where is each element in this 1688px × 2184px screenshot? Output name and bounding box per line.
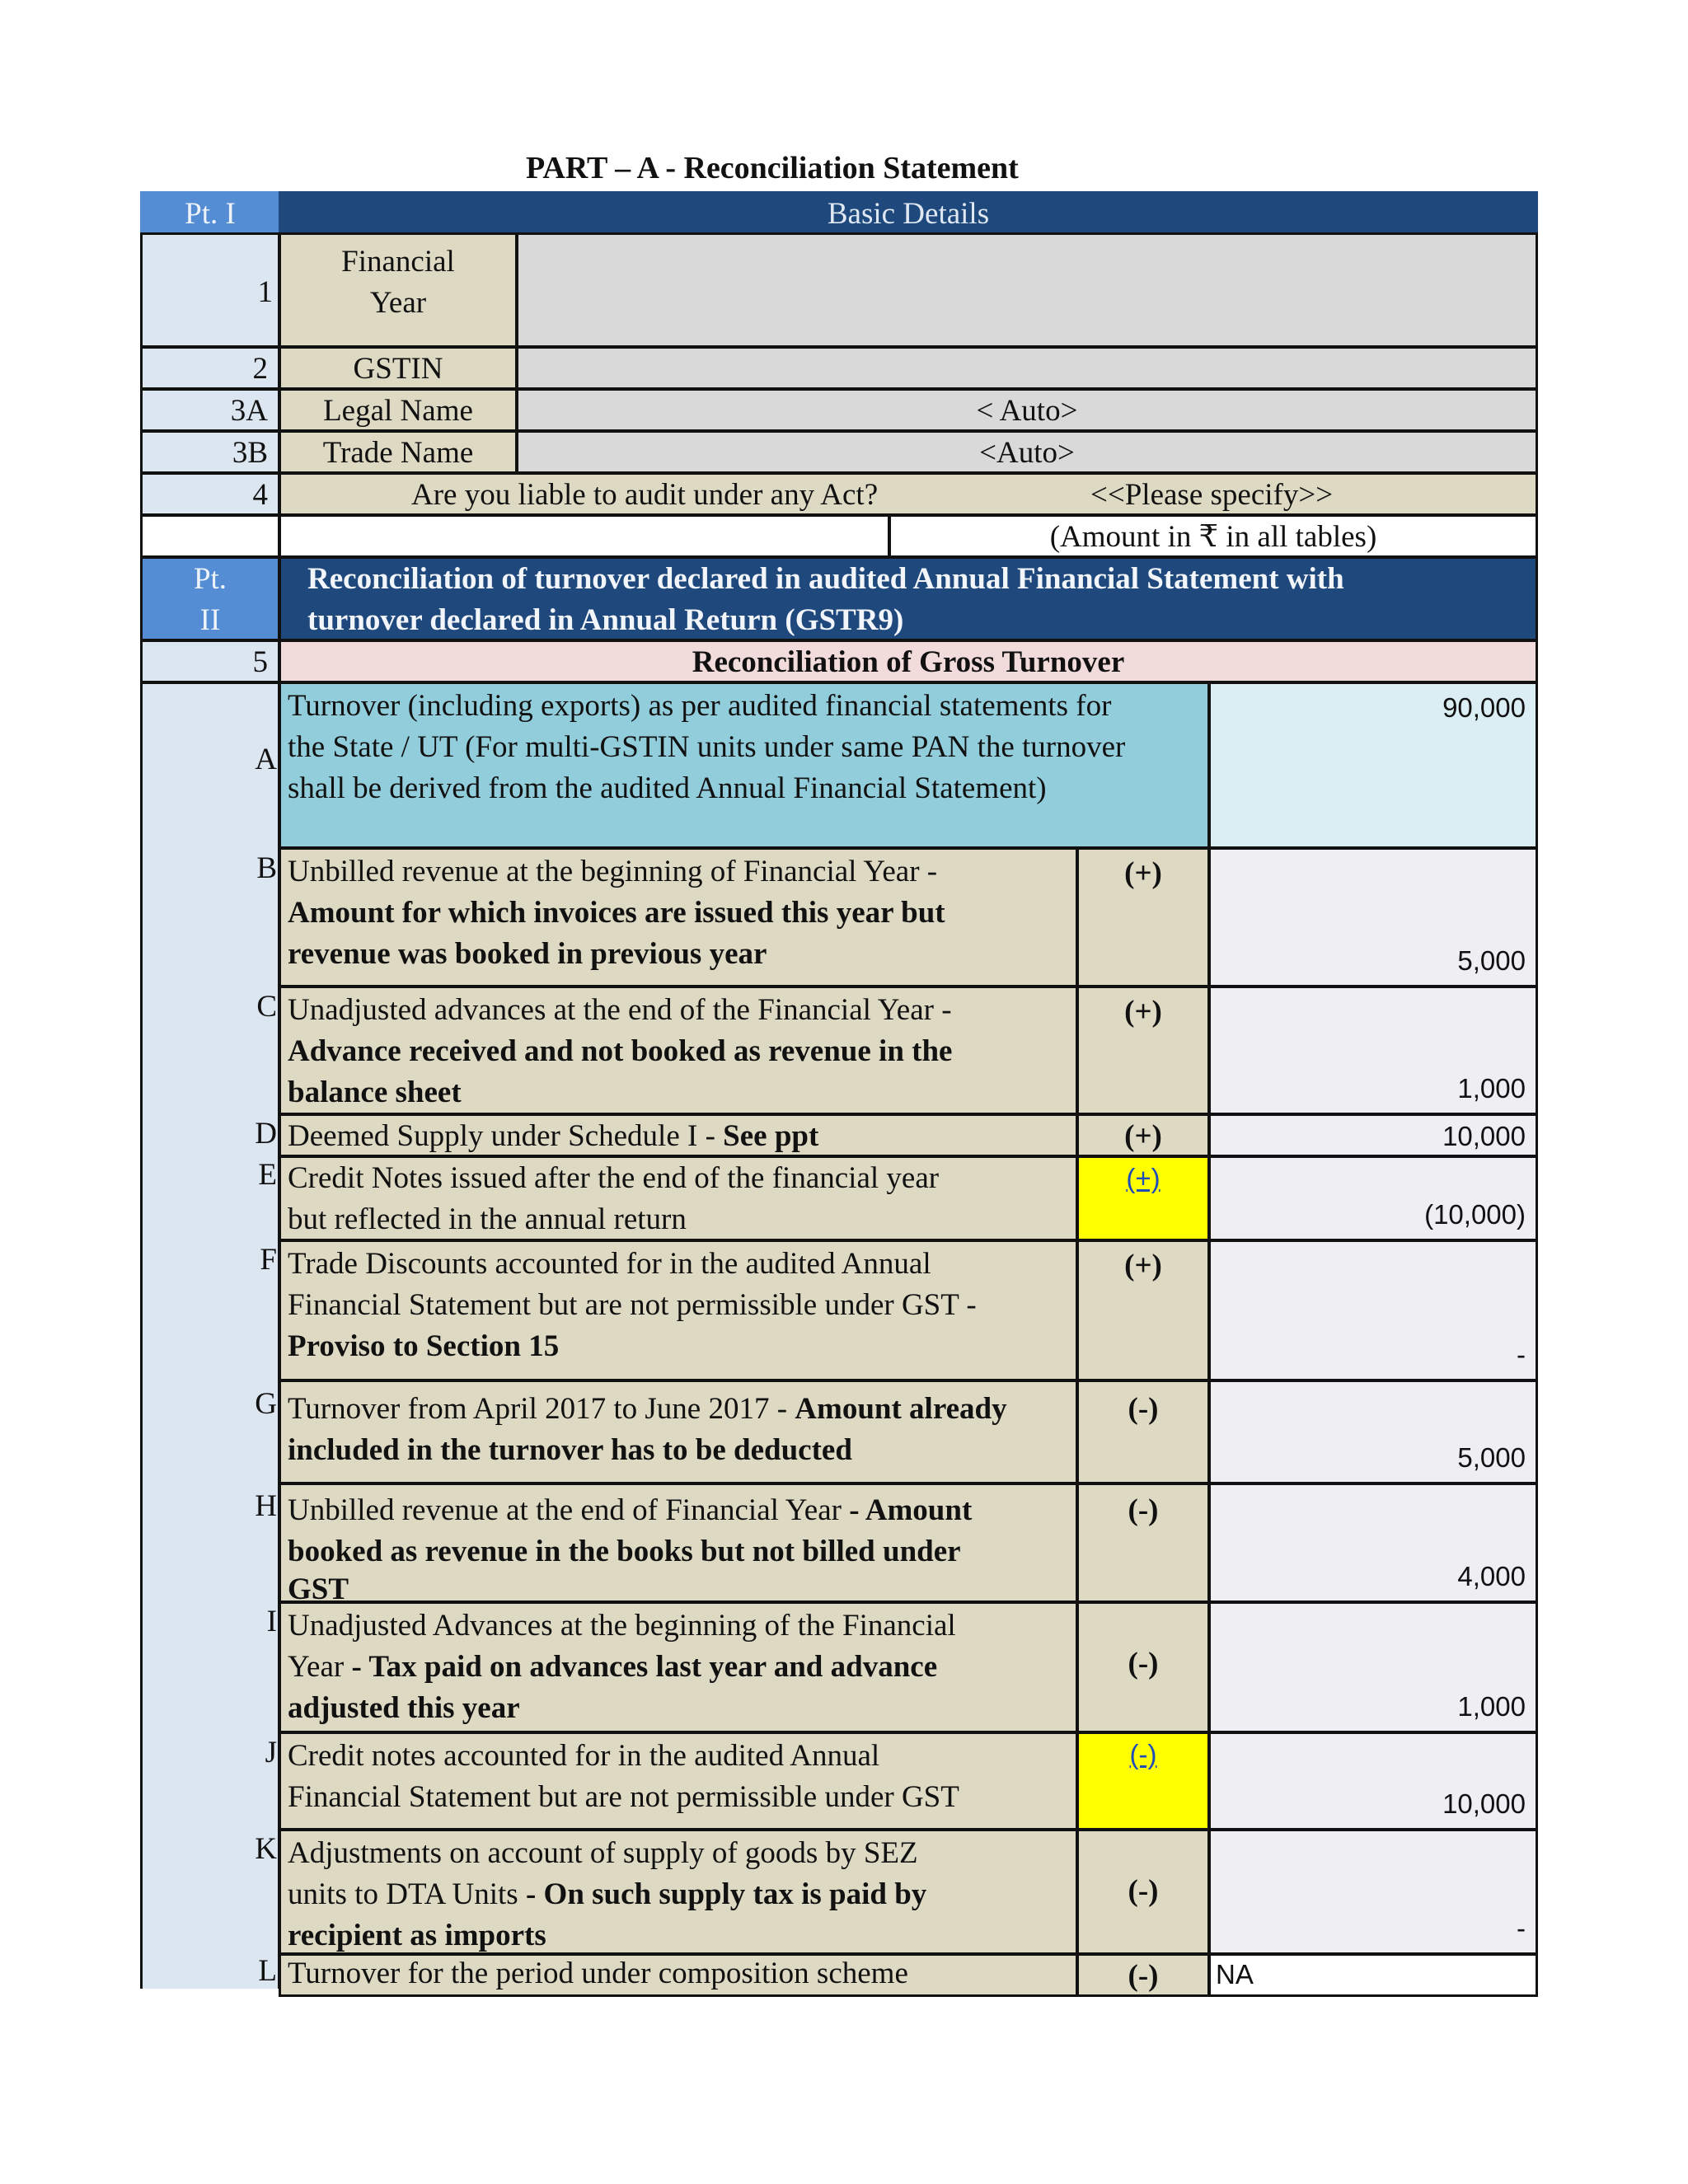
gstin-label: GSTIN xyxy=(279,346,518,390)
row-i-amount[interactable]: 1,000 xyxy=(1208,1601,1538,1733)
row-letter-a: A xyxy=(255,743,277,776)
row-h-description: Unbilled revenue at the end of Financial Year - Amount booked as revenue in the books but not billed under GST xyxy=(279,1483,1078,1603)
row-d-sign: (+) xyxy=(1076,1113,1210,1157)
row-i-sign: (-) xyxy=(1076,1601,1210,1733)
section-number-5: 5 xyxy=(140,640,280,683)
row-letter-e: E xyxy=(258,1158,277,1192)
row-number-4: 4 xyxy=(140,472,280,516)
row-j-amount[interactable]: 10,000 xyxy=(1208,1732,1538,1830)
row-letter-g: G xyxy=(255,1387,277,1421)
row-a-amount[interactable]: 90,000 xyxy=(1208,682,1538,849)
legal-name-field[interactable]: < Auto> xyxy=(516,388,1538,432)
financial-year-field[interactable] xyxy=(516,232,1538,348)
amount-note: (Amount in ₹ in all tables) xyxy=(889,514,1538,558)
part2-heading: Reconciliation of turnover declared in audited Annual Financial Statement with turnover declared in Annual Return (GSTR9) xyxy=(279,556,1538,641)
trade-name-label: Trade Name xyxy=(279,430,518,474)
row-letter-k: K xyxy=(255,1832,277,1866)
section-heading: Reconciliation of Gross Turnover xyxy=(279,640,1538,683)
row-l-amount[interactable]: NA xyxy=(1208,1953,1538,1997)
row-h-sign: (-) xyxy=(1076,1483,1210,1603)
row-k-sign: (-) xyxy=(1076,1829,1210,1955)
blank-cell xyxy=(140,514,280,558)
row-j-sign-link[interactable]: (-) xyxy=(1076,1732,1210,1830)
row-letter-l: L xyxy=(258,1954,277,1988)
row-g-sign: (-) xyxy=(1076,1380,1210,1484)
row-a-description: Turnover (including exports) as per audited financial statements for the State / UT (For multi-GSTIN units under same PAN the turnover shall be derived from the audited Annual Financial Statement) xyxy=(279,682,1210,849)
part2-label: Pt. II xyxy=(140,556,280,641)
trade-name-field[interactable]: <Auto> xyxy=(516,430,1538,474)
financial-year-label: Financial Year xyxy=(279,232,518,348)
part1-label: Pt. I xyxy=(140,191,280,232)
part1-heading: Basic Details xyxy=(279,191,1538,232)
audit-question: Are you liable to audit under any Act? <<Please specify>> xyxy=(279,472,1538,516)
row-e-sign-link[interactable]: (+) xyxy=(1076,1155,1210,1241)
audit-answer[interactable]: <<Please specify>> xyxy=(1090,478,1334,512)
row-j-description: Credit notes accounted for in the audited Annual Financial Statement but are not permissible under GST xyxy=(279,1732,1078,1830)
row-c-amount[interactable]: 1,000 xyxy=(1208,986,1538,1115)
row-k-amount[interactable]: - xyxy=(1208,1829,1538,1955)
row-letter-b: B xyxy=(256,851,277,885)
row-number-3b: 3B xyxy=(140,430,280,474)
row-b-sign: (+) xyxy=(1076,847,1210,987)
row-number-1: 1 xyxy=(140,232,280,348)
row-letter-f: F xyxy=(260,1243,277,1277)
row-g-amount[interactable]: 5,000 xyxy=(1208,1380,1538,1484)
row-f-description: Trade Discounts accounted for in the audited Annual Financial Statement but are not permissible under GST - Proviso to Section 15 xyxy=(279,1240,1078,1381)
row-number-3a: 3A xyxy=(140,388,280,432)
row-g-description: Turnover from April 2017 to June 2017 - Amount already included in the turnover has to be deducted xyxy=(279,1380,1078,1484)
row-d-amount[interactable]: 10,000 xyxy=(1208,1113,1538,1157)
row-b-description: Unbilled revenue at the beginning of Financial Year - Amount for which invoices are issued this year but revenue was booked in previous year xyxy=(279,847,1078,987)
row-h-amount[interactable]: 4,000 xyxy=(1208,1483,1538,1603)
row-f-sign: (+) xyxy=(1076,1240,1210,1381)
blank-cell-wide xyxy=(279,514,890,558)
row-c-sign: (+) xyxy=(1076,986,1210,1115)
row-i-description: Unadjusted Advances at the beginning of the Financial Year - Tax paid on advances last year and advance adjusted this year xyxy=(279,1601,1078,1733)
page-title: PART – A - Reconciliation Statement xyxy=(526,151,1019,185)
row-e-amount[interactable]: (10,000) xyxy=(1208,1155,1538,1241)
row-d-description: Deemed Supply under Schedule I - See ppt xyxy=(279,1113,1078,1157)
legal-name-label: Legal Name xyxy=(279,388,518,432)
row-letter-i: I xyxy=(266,1605,277,1638)
row-c-description: Unadjusted advances at the end of the Financial Year - Advance received and not booked as revenue in the balance sheet xyxy=(279,986,1078,1115)
row-letter-c: C xyxy=(256,990,277,1024)
row-letter-j: J xyxy=(265,1736,277,1769)
row-l-description: Turnover for the period under composition scheme xyxy=(279,1953,1078,1997)
row-e-description: Credit Notes issued after the end of the financial year but reflected in the annual return xyxy=(279,1155,1078,1241)
gstin-field[interactable] xyxy=(516,346,1538,390)
row-k-description: Adjustments on account of supply of goods by SEZ units to DTA Units - On such supply tax is paid by recipient as imports xyxy=(279,1829,1078,1955)
row-number-2: 2 xyxy=(140,346,280,390)
row-f-amount[interactable]: - xyxy=(1208,1240,1538,1381)
row-letter-h: H xyxy=(255,1489,277,1523)
row-letter-d: D xyxy=(255,1117,277,1151)
row-l-sign: (-) xyxy=(1076,1953,1210,1997)
row-b-amount[interactable]: 5,000 xyxy=(1208,847,1538,987)
